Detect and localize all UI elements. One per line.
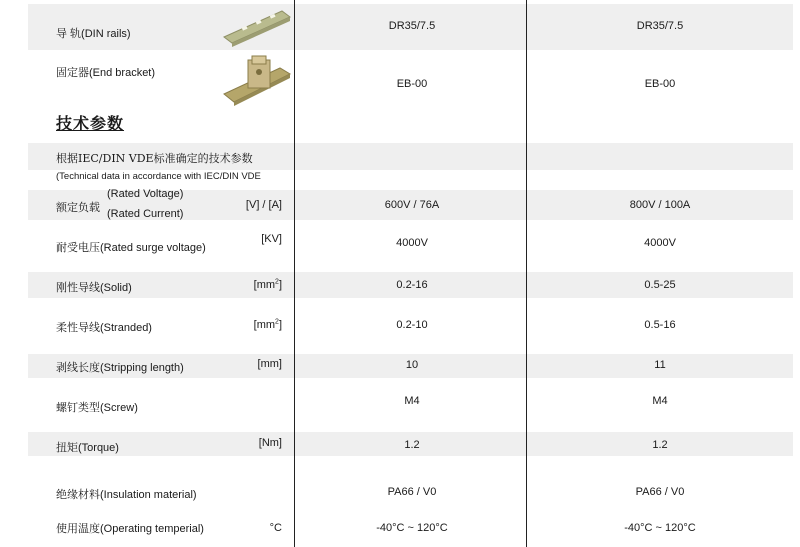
torque-unit: [Nm]	[258, 437, 282, 449]
rated-col1: 600V / 76A	[384, 199, 440, 211]
temp-col1: -40°C ~ 120°C	[376, 522, 448, 534]
surge-col2: 4000V	[644, 237, 676, 249]
solid-col1: 0.2-16	[396, 279, 428, 291]
rated-voltage-label: (Rated Voltage)	[107, 188, 184, 200]
rated-current-label: (Rated Current)	[107, 208, 184, 220]
end-bracket-image	[220, 54, 294, 110]
rail-col1: DR35/7.5	[388, 20, 436, 32]
stranded-col1: 0.2-10	[396, 319, 428, 331]
din-rail-image	[222, 7, 292, 47]
torque-col2: 1.2	[652, 439, 668, 451]
bracket-col2: EB-00	[644, 78, 676, 90]
strip-label: 剥线长度(Stripping length)	[56, 362, 184, 374]
stranded-unit: $[mm^2]$	[253, 318, 282, 331]
surge-col1: 4000V	[396, 237, 428, 249]
surge-unit: [KV]	[261, 233, 282, 245]
surge-label: 耐受电压(Rated surge voltage)	[56, 242, 206, 254]
insulation-col2: PA66 / V0	[635, 486, 685, 498]
screw-label: 螺钉类型(Screw)	[56, 402, 138, 414]
temp-label: 使用温度(Operating temperial)	[56, 523, 204, 535]
bracket-label: 固定器(End bracket)	[56, 67, 156, 79]
insulation-col1: PA66 / V0	[387, 486, 437, 498]
temp-col2: -40°C ~ 120°C	[624, 522, 696, 534]
standard-cn: 根据IEC/DIN VDE标准确定的技术参数	[56, 152, 253, 165]
torque-label: 扭矩(Torque)	[56, 442, 119, 454]
torque-col1: 1.2	[404, 439, 420, 451]
rail-col2: DR35/7.5	[636, 20, 684, 32]
screw-col2: M4	[652, 395, 668, 407]
screw-col1: M4	[404, 395, 420, 407]
column-divider-1	[294, 0, 295, 547]
insulation-label: 绝缘材料(Insulation material)	[56, 489, 197, 501]
stranded-label: 柔性导线(Stranded)	[56, 322, 152, 334]
solid-unit: $[mm^2]$	[253, 278, 282, 291]
strip-unit: [mm]	[257, 358, 282, 370]
rated-unit: [V] / [A]	[245, 199, 282, 211]
section-title: 技术参数	[56, 116, 125, 133]
stranded-col2: 0.5-16	[644, 319, 676, 331]
strip-col2: 11	[654, 359, 666, 371]
standard-en: (Technical data in accordance with IEC/DIN VDE	[56, 171, 261, 182]
solid-label: 刚性导线(Solid)	[56, 282, 132, 294]
bracket-col1: EB-00	[396, 78, 428, 90]
rated-label: 额定负载	[56, 202, 100, 214]
solid-col2: 0.5-25	[644, 279, 676, 291]
rail-label: 导 轨(DIN rails)	[56, 28, 131, 40]
temp-unit: °C	[269, 522, 282, 534]
rated-col2: 800V / 100A	[629, 199, 691, 211]
strip-col1: 10	[405, 359, 419, 371]
